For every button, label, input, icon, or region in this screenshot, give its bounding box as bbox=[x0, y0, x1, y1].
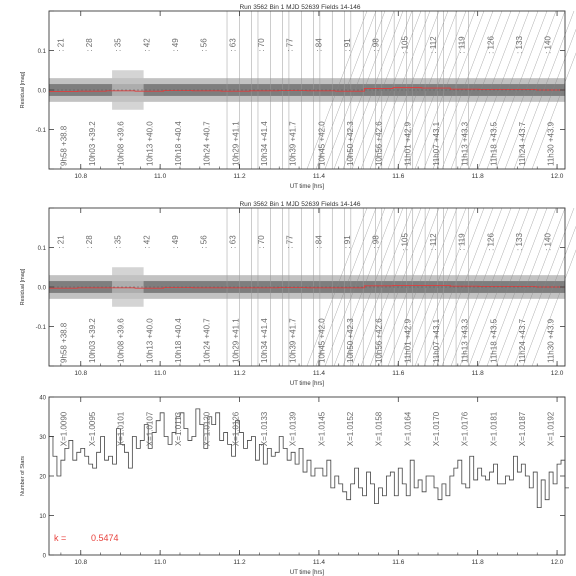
k-value: 0.5474 bbox=[91, 533, 119, 543]
airmass-label: X=1.0133 bbox=[260, 411, 269, 447]
residual-0-field-label: : 21 bbox=[56, 38, 66, 52]
residual-0-ytick-label: 0.0 bbox=[37, 88, 46, 95]
residual-0-time-label: 11h01 +42.9 bbox=[403, 121, 413, 166]
residual-0-field-label: : 49 bbox=[171, 38, 180, 52]
counts-xtick-label: 11.6 bbox=[392, 559, 405, 566]
counts-ylabel: Number of Stars bbox=[20, 455, 26, 497]
counts-xtick-label: 11.8 bbox=[471, 559, 484, 566]
residual-0-field-label: : 133 bbox=[515, 36, 524, 54]
counts-ytick-label: 10 bbox=[39, 513, 46, 520]
airmass-label: X=1.0090 bbox=[59, 411, 69, 447]
counts-ytick-label: 0 bbox=[42, 553, 46, 560]
residual-0-time-label: 10h03 +39.2 bbox=[88, 121, 97, 166]
residual-0-field-label: : 84 bbox=[314, 38, 324, 52]
residual-1-field-label: : 28 bbox=[85, 235, 94, 249]
residual-0-field-label: : 126 bbox=[486, 36, 496, 54]
airmass-label: X=1.0187 bbox=[518, 411, 527, 447]
residual-1-field-label: : 112 bbox=[429, 233, 438, 251]
residual-0-xtick-label: 11.8 bbox=[471, 173, 484, 180]
residual-1-time-label: 10h29 +41.1 bbox=[231, 318, 241, 363]
airmass-label: X=1.0176 bbox=[460, 411, 470, 447]
residual-1-field-label: : 49 bbox=[171, 235, 180, 249]
residual-0-field-label: : 70 bbox=[257, 38, 266, 52]
airmass-label: X=1.0113 bbox=[174, 412, 183, 446]
residual-1-time-label: 11h01 +42.9 bbox=[403, 318, 413, 363]
residual-0-xlabel: UT time [hrs] bbox=[289, 184, 325, 190]
airmass-label: X=1.0101 bbox=[116, 411, 126, 447]
residual-0-time-label: 10h50 +42.3 bbox=[346, 121, 355, 166]
residual-1-time-label: 10h45 +42.0 bbox=[317, 318, 327, 363]
residual-0-time-label: 10h56 +42.6 bbox=[374, 121, 384, 166]
residual-0-xtick-label: 11.4 bbox=[312, 173, 325, 180]
residual-1-xtick-label: 10.8 bbox=[74, 370, 88, 377]
residual-1-field-label: : 70 bbox=[257, 235, 266, 249]
residual-0-ytick-label: -0.1 bbox=[35, 127, 46, 134]
residual-1-time-label: 11h07 +43.1 bbox=[432, 318, 441, 363]
counts-xtick-label: 11.2 bbox=[233, 559, 246, 566]
residual-0-ylabel: Residual [mag] bbox=[20, 71, 26, 109]
counts-xtick-label: 12.0 bbox=[550, 559, 564, 566]
counts-xlabel: UT time [hrs] bbox=[289, 570, 325, 576]
residual-0-time-label: 10h34 +41.4 bbox=[260, 121, 269, 166]
residual-0-ytick-label: 0.1 bbox=[37, 48, 46, 55]
residual-1-time-label: 11h24 +43.7 bbox=[518, 318, 527, 363]
airmass-label: X=1.0164 bbox=[403, 411, 413, 447]
residual-1-xtick-label: 11.6 bbox=[392, 370, 405, 377]
residual-0-field-label: : 77 bbox=[285, 38, 295, 52]
middle-panel-title: Run 3562 Bin 1 MJD 52639 Fields 14-146 bbox=[239, 201, 361, 208]
residual-1-field-label: : 119 bbox=[457, 233, 467, 251]
residual-0-time-label: 11h18 +43.5 bbox=[489, 121, 499, 166]
star-count-panel bbox=[20, 395, 569, 576]
residual-0-xtick-label: 11.2 bbox=[233, 173, 246, 180]
airmass-label: X=1.0170 bbox=[432, 411, 441, 447]
k-label: k = bbox=[54, 533, 67, 543]
residual-0-field-label: : 91 bbox=[343, 38, 352, 52]
residual-0-time-label: 9h58 +38.8 bbox=[59, 125, 69, 166]
counts-xtick-label: 10.8 bbox=[74, 559, 88, 566]
residual-1-time-label: 10h34 +41.4 bbox=[260, 318, 269, 363]
residual-0-time-label: 11h30 +43.9 bbox=[546, 121, 556, 166]
residual-0-field-label: : 119 bbox=[457, 36, 467, 54]
middle-residual-panel bbox=[20, 208, 576, 387]
top-panel-title: Run 3562 Bin 1 MJD 52639 Fields 14-146 bbox=[239, 4, 361, 11]
counts-frame bbox=[49, 397, 565, 555]
residual-1-time-label: 10h50 +42.3 bbox=[346, 318, 355, 363]
residual-0-field-label: : 140 bbox=[543, 36, 553, 54]
airmass-label: X=1.0181 bbox=[489, 411, 499, 447]
residual-1-time-label: 10h13 +40.0 bbox=[145, 318, 155, 363]
residual-1-field-label: : 84 bbox=[314, 235, 324, 249]
residual-0-time-label: 10h39 +41.7 bbox=[288, 121, 298, 166]
residual-1-xtick-label: 11.2 bbox=[233, 370, 246, 377]
residual-1-field-label: : 91 bbox=[343, 235, 352, 249]
airmass-label: X=1.0152 bbox=[346, 411, 355, 447]
residual-1-ytick-label: 0.1 bbox=[37, 245, 46, 252]
residual-0-field-label: : 56 bbox=[199, 38, 209, 52]
residual-1-ytick-label: 0.0 bbox=[37, 285, 46, 292]
residual-0-time-label: 10h29 +41.1 bbox=[231, 121, 241, 166]
residual-1-xtick-label: 11.0 bbox=[154, 370, 167, 377]
residual-0-time-label: 11h07 +43.1 bbox=[432, 121, 441, 166]
airmass-label: X=1.0145 bbox=[317, 411, 327, 447]
residual-1-field-label: : 56 bbox=[199, 235, 209, 249]
residual-1-field-label: : 140 bbox=[543, 233, 553, 251]
counts-xtick-label: 11.0 bbox=[154, 559, 167, 566]
residual-0-field-label: : 98 bbox=[371, 38, 381, 52]
residual-1-xtick-label: 11.8 bbox=[471, 370, 484, 377]
residual-1-xtick-label: 11.4 bbox=[312, 370, 325, 377]
residual-0-xtick-label: 11.0 bbox=[154, 173, 167, 180]
airmass-label: X=1.0158 bbox=[374, 411, 384, 447]
counts-ytick-label: 20 bbox=[39, 474, 46, 481]
residual-1-field-label: : 21 bbox=[56, 235, 66, 249]
residual-1-time-label: 10h39 +41.7 bbox=[288, 318, 298, 363]
residual-1-time-label: 10h24 +40.7 bbox=[202, 318, 212, 363]
residual-0-field-label: : 42 bbox=[142, 38, 152, 52]
residual-1-time-label: 11h30 +43.9 bbox=[546, 318, 556, 363]
residual-1-time-label: 9h58 +38.8 bbox=[59, 322, 69, 363]
residual-1-ylabel: Residual [mag] bbox=[20, 268, 26, 306]
residual-0-field-label: : 35 bbox=[113, 38, 123, 52]
residual-0-time-label: 10h24 +40.7 bbox=[202, 121, 212, 166]
residual-0-field-label: : 28 bbox=[85, 38, 94, 52]
residual-1-field-label: : 133 bbox=[515, 233, 524, 251]
residual-1-field-label: : 35 bbox=[113, 235, 123, 249]
residual-0-field-label: : 112 bbox=[429, 36, 438, 54]
residual-0-time-label: 11h13 +43.3 bbox=[460, 121, 470, 166]
counts-xtick-label: 11.4 bbox=[312, 559, 325, 566]
residual-0-field-label: : 63 bbox=[228, 38, 238, 52]
residual-1-time-label: 11h18 +43.5 bbox=[489, 318, 499, 363]
residual-0-time-label: 10h13 +40.0 bbox=[145, 121, 155, 166]
counts-ytick-label: 30 bbox=[39, 434, 46, 441]
airmass-label: X=1.0126 bbox=[231, 411, 241, 447]
airmass-label: X=1.0095 bbox=[88, 411, 97, 447]
residual-1-field-label: : 77 bbox=[285, 235, 295, 249]
airmass-label: X=1.0139 bbox=[288, 411, 298, 447]
residual-0-xtick-label: 10.8 bbox=[74, 173, 88, 180]
residual-1-time-label: 10h18 +40.4 bbox=[174, 318, 183, 363]
residual-0-xtick-label: 11.6 bbox=[392, 173, 405, 180]
residual-1-time-label: 10h08 +39.6 bbox=[116, 318, 126, 363]
residual-0-time-label: 10h18 +40.4 bbox=[174, 121, 183, 166]
residual-0-time-label: 11h24 +43.7 bbox=[518, 121, 527, 166]
residual-1-time-label: 11h13 +43.3 bbox=[460, 318, 470, 363]
residual-1-field-label: : 42 bbox=[142, 235, 152, 249]
top-residual-panel bbox=[20, 11, 576, 190]
counts-ytick-label: 40 bbox=[39, 395, 46, 402]
residual-1-field-label: : 98 bbox=[371, 235, 381, 249]
residual-1-xlabel: UT time [hrs] bbox=[289, 381, 325, 387]
airmass-label: X=1.0120 bbox=[202, 411, 212, 447]
residual-0-time-label: 10h08 +39.6 bbox=[116, 121, 126, 166]
airmass-label: X=1.0192 bbox=[546, 411, 556, 447]
residual-1-field-label: : 63 bbox=[228, 235, 238, 249]
residual-0-field-label: : 105 bbox=[400, 36, 410, 54]
residual-1-ytick-label: -0.1 bbox=[35, 324, 46, 331]
residual-0-time-label: 10h45 +42.0 bbox=[317, 121, 327, 166]
residual-1-xtick-label: 12.0 bbox=[550, 370, 564, 377]
residual-0-xtick-label: 12.0 bbox=[550, 173, 564, 180]
airmass-label: X=1.0107 bbox=[145, 411, 155, 447]
residual-1-time-label: 10h56 +42.6 bbox=[374, 318, 384, 363]
residual-1-time-label: 10h03 +39.2 bbox=[88, 318, 97, 363]
residual-1-field-label: : 105 bbox=[400, 233, 410, 251]
residual-1-field-label: : 126 bbox=[486, 233, 496, 251]
